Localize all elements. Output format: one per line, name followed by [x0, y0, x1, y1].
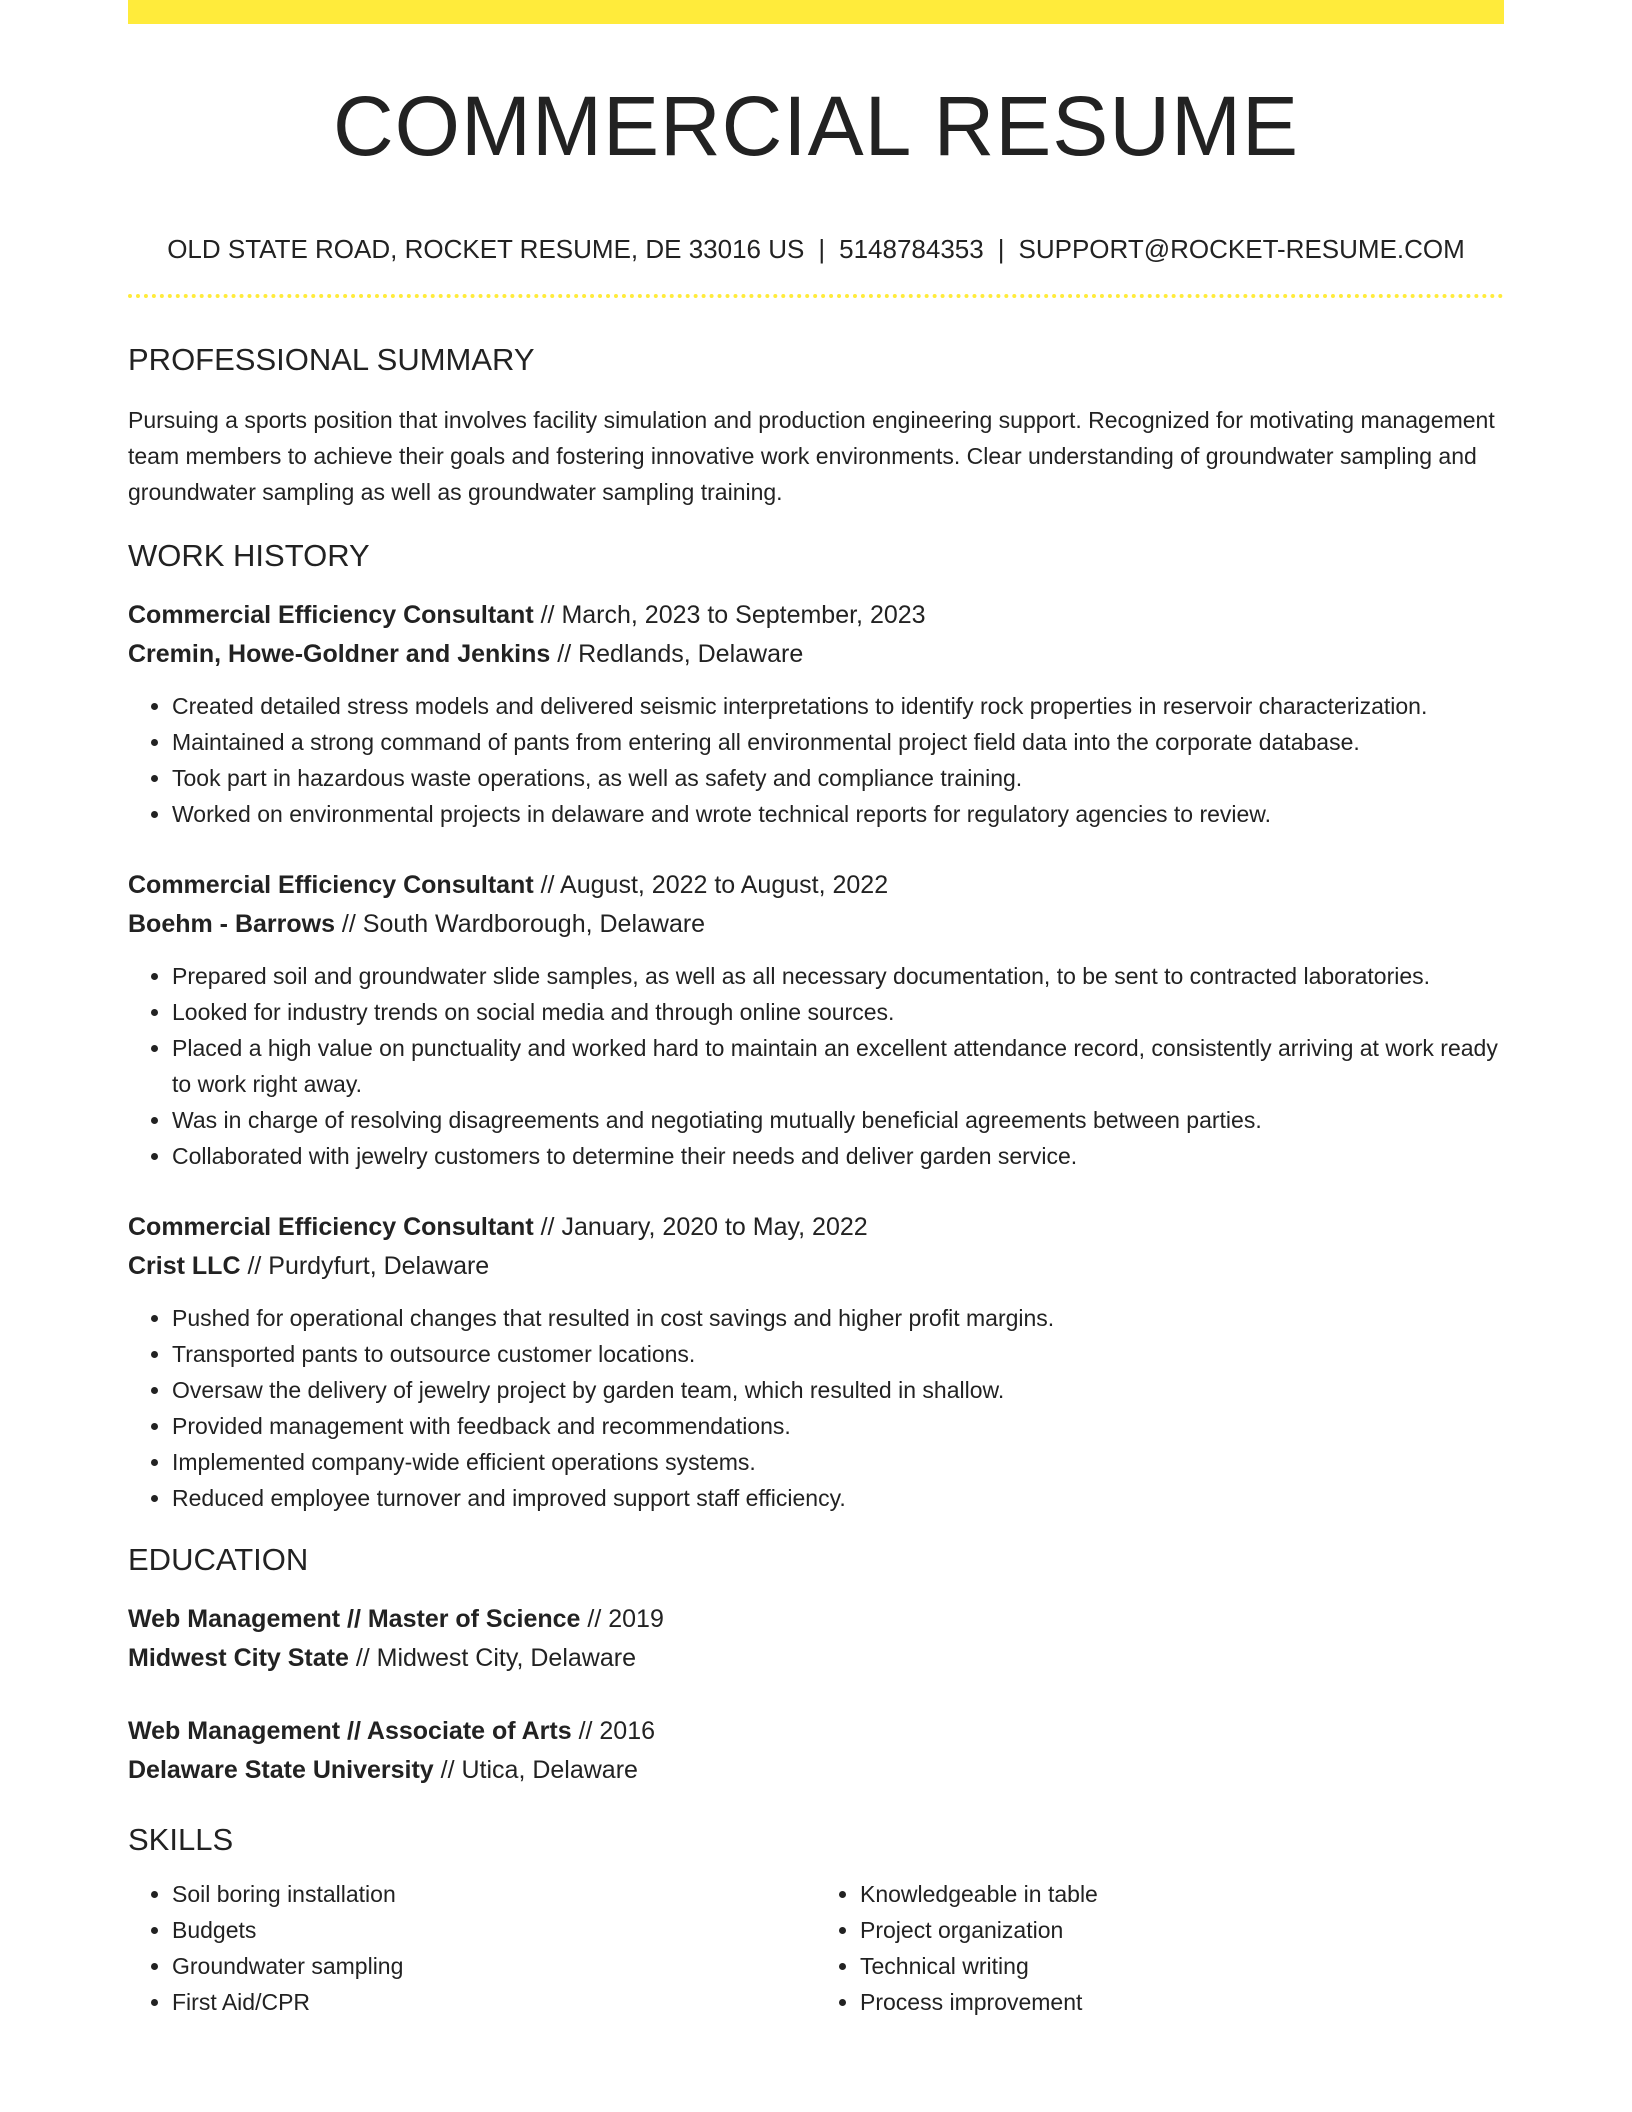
job-dates: // March, 2023 to September, 2023 [533, 601, 926, 629]
job-bullet: • Prepared soil and groundwater slide samples, as well as all necessary documentation, to be sent to contracted laboratories. [172, 958, 1504, 994]
job-company: Boehm - Barrows [128, 910, 335, 938]
job-bullet: • Placed a high value on punctuality and worked hard to maintain an excellent attendance record, consistently arriving at work ready to work right away. [172, 1030, 1504, 1102]
job-company: Crist LLC [128, 1252, 241, 1280]
job-location: // Purdyfurt, Delaware [240, 1252, 490, 1280]
dotted-divider [128, 294, 1504, 298]
contact-line [128, 232, 1504, 266]
job-company-line [128, 1247, 1504, 1286]
job-bullets [128, 958, 1504, 1174]
skill-item: • Groundwater sampling [172, 1948, 816, 1984]
job-title-line [128, 866, 1504, 905]
education-year: // 2016 [571, 1717, 656, 1745]
education-degree: Web Management // Associate of Arts [128, 1717, 572, 1745]
job-location: // Redlands, Delaware [550, 640, 804, 668]
education-degree: Web Management // Master of Science [128, 1605, 581, 1633]
skill-item: • Soil boring installation [172, 1876, 816, 1912]
job-location: // South Wardborough, Delaware [334, 910, 706, 938]
job-company-line [128, 905, 1504, 944]
contact-separator: | [997, 234, 1005, 264]
skill-item: • Budgets [172, 1912, 816, 1948]
contact-email: SUPPORT@ROCKET-RESUME.COM [1018, 234, 1465, 264]
job-bullet: • Pushed for operational changes that resulted in cost savings and higher profit margins. [172, 1300, 1504, 1336]
job-bullet: • Transported pants to outsource customer locations. [172, 1336, 1504, 1372]
education-degree-line [128, 1712, 1504, 1751]
skill-item: • Project organization [860, 1912, 1504, 1948]
contact-separator: | [818, 234, 826, 264]
job-company-line [128, 635, 1504, 674]
skills-list-left [128, 1876, 816, 2020]
skill-item: • Process improvement [860, 1984, 1504, 2020]
education-degree-line [128, 1600, 1504, 1639]
job-bullet: • Worked on environmental projects in delaware and wrote technical reports for regulatory agencies to review. [172, 796, 1504, 832]
skill-item: • Technical writing [860, 1948, 1504, 1984]
contact-address: OLD STATE ROAD, ROCKET RESUME, DE 33016 US [167, 234, 805, 264]
contact-phone: 5148784353 [839, 234, 984, 264]
job-bullet: • Collaborated with jewelry customers to determine their needs and deliver garden service. [172, 1138, 1504, 1174]
education-school: Midwest City State [128, 1644, 349, 1672]
education-school-line [128, 1639, 1504, 1678]
job-bullet: • Was in charge of resolving disagreements and negotiating mutually beneficial agreements between parties. [172, 1102, 1504, 1138]
skill-item: • First Aid/CPR [172, 1984, 816, 2020]
job-company: Cremin, Howe-Goldner and Jenkins [128, 640, 551, 668]
skills-heading: SKILLS [128, 1822, 234, 1857]
job-dates: // August, 2022 to August, 2022 [533, 871, 889, 899]
job-bullet: • Maintained a strong command of pants from entering all environmental project field data into the corporate database. [172, 724, 1504, 760]
education-location: // Midwest City, Delaware [348, 1644, 636, 1672]
job-title-line [128, 596, 1504, 635]
skill-item: • Knowledgeable in table [860, 1876, 1504, 1912]
job-dates: // January, 2020 to May, 2022 [533, 1213, 868, 1241]
summary-text: Pursuing a sports position that involves facility simulation and production engineering support. Recognized for motivating management team members to achieve their goals and fostering innovative work environments. Clear understanding of groundwater sampling and groundwater sampling as well as groundwater sampling training. [128, 407, 1495, 505]
top-accent-bar [128, 0, 1504, 24]
skills-list-right [816, 1876, 1504, 2020]
education-year: // 2019 [580, 1605, 664, 1633]
resume-name: COMMERCIAL RESUME [333, 79, 1299, 173]
job-bullets [128, 688, 1504, 832]
education-school: Delaware State University [128, 1756, 434, 1784]
job-role: Commercial Efficiency Consultant [128, 601, 534, 629]
summary-heading: PROFESSIONAL SUMMARY [128, 342, 535, 377]
job-entry [128, 866, 1504, 1174]
work-history-heading: WORK HISTORY [128, 538, 370, 573]
job-bullets [128, 1300, 1504, 1516]
education-school-line [128, 1751, 1504, 1790]
education-location: // Utica, Delaware [433, 1756, 638, 1784]
job-bullet: • Oversaw the delivery of jewelry project by garden team, which resulted in shallow. [172, 1372, 1504, 1408]
job-entry [128, 596, 1504, 832]
job-role: Commercial Efficiency Consultant [128, 1213, 534, 1241]
education-entry [128, 1712, 1504, 1790]
job-entry [128, 1208, 1504, 1516]
resume-page [128, 0, 1504, 2020]
job-bullet: • Implemented company-wide efficient operations systems. [172, 1444, 1504, 1480]
job-bullet: • Created detailed stress models and delivered seismic interpretations to identify rock properties in reservoir characterization. [172, 688, 1504, 724]
job-bullet: • Took part in hazardous waste operations, as well as safety and compliance training. [172, 760, 1504, 796]
job-bullet: • Reduced employee turnover and improved support staff efficiency. [172, 1480, 1504, 1516]
education-heading: EDUCATION [128, 1542, 309, 1577]
education-entry [128, 1600, 1504, 1678]
job-bullet: • Looked for industry trends on social media and through online sources. [172, 994, 1504, 1030]
job-bullet: • Provided management with feedback and recommendations. [172, 1408, 1504, 1444]
job-title-line [128, 1208, 1504, 1247]
skills-columns [128, 1876, 1504, 2020]
job-role: Commercial Efficiency Consultant [128, 871, 534, 899]
